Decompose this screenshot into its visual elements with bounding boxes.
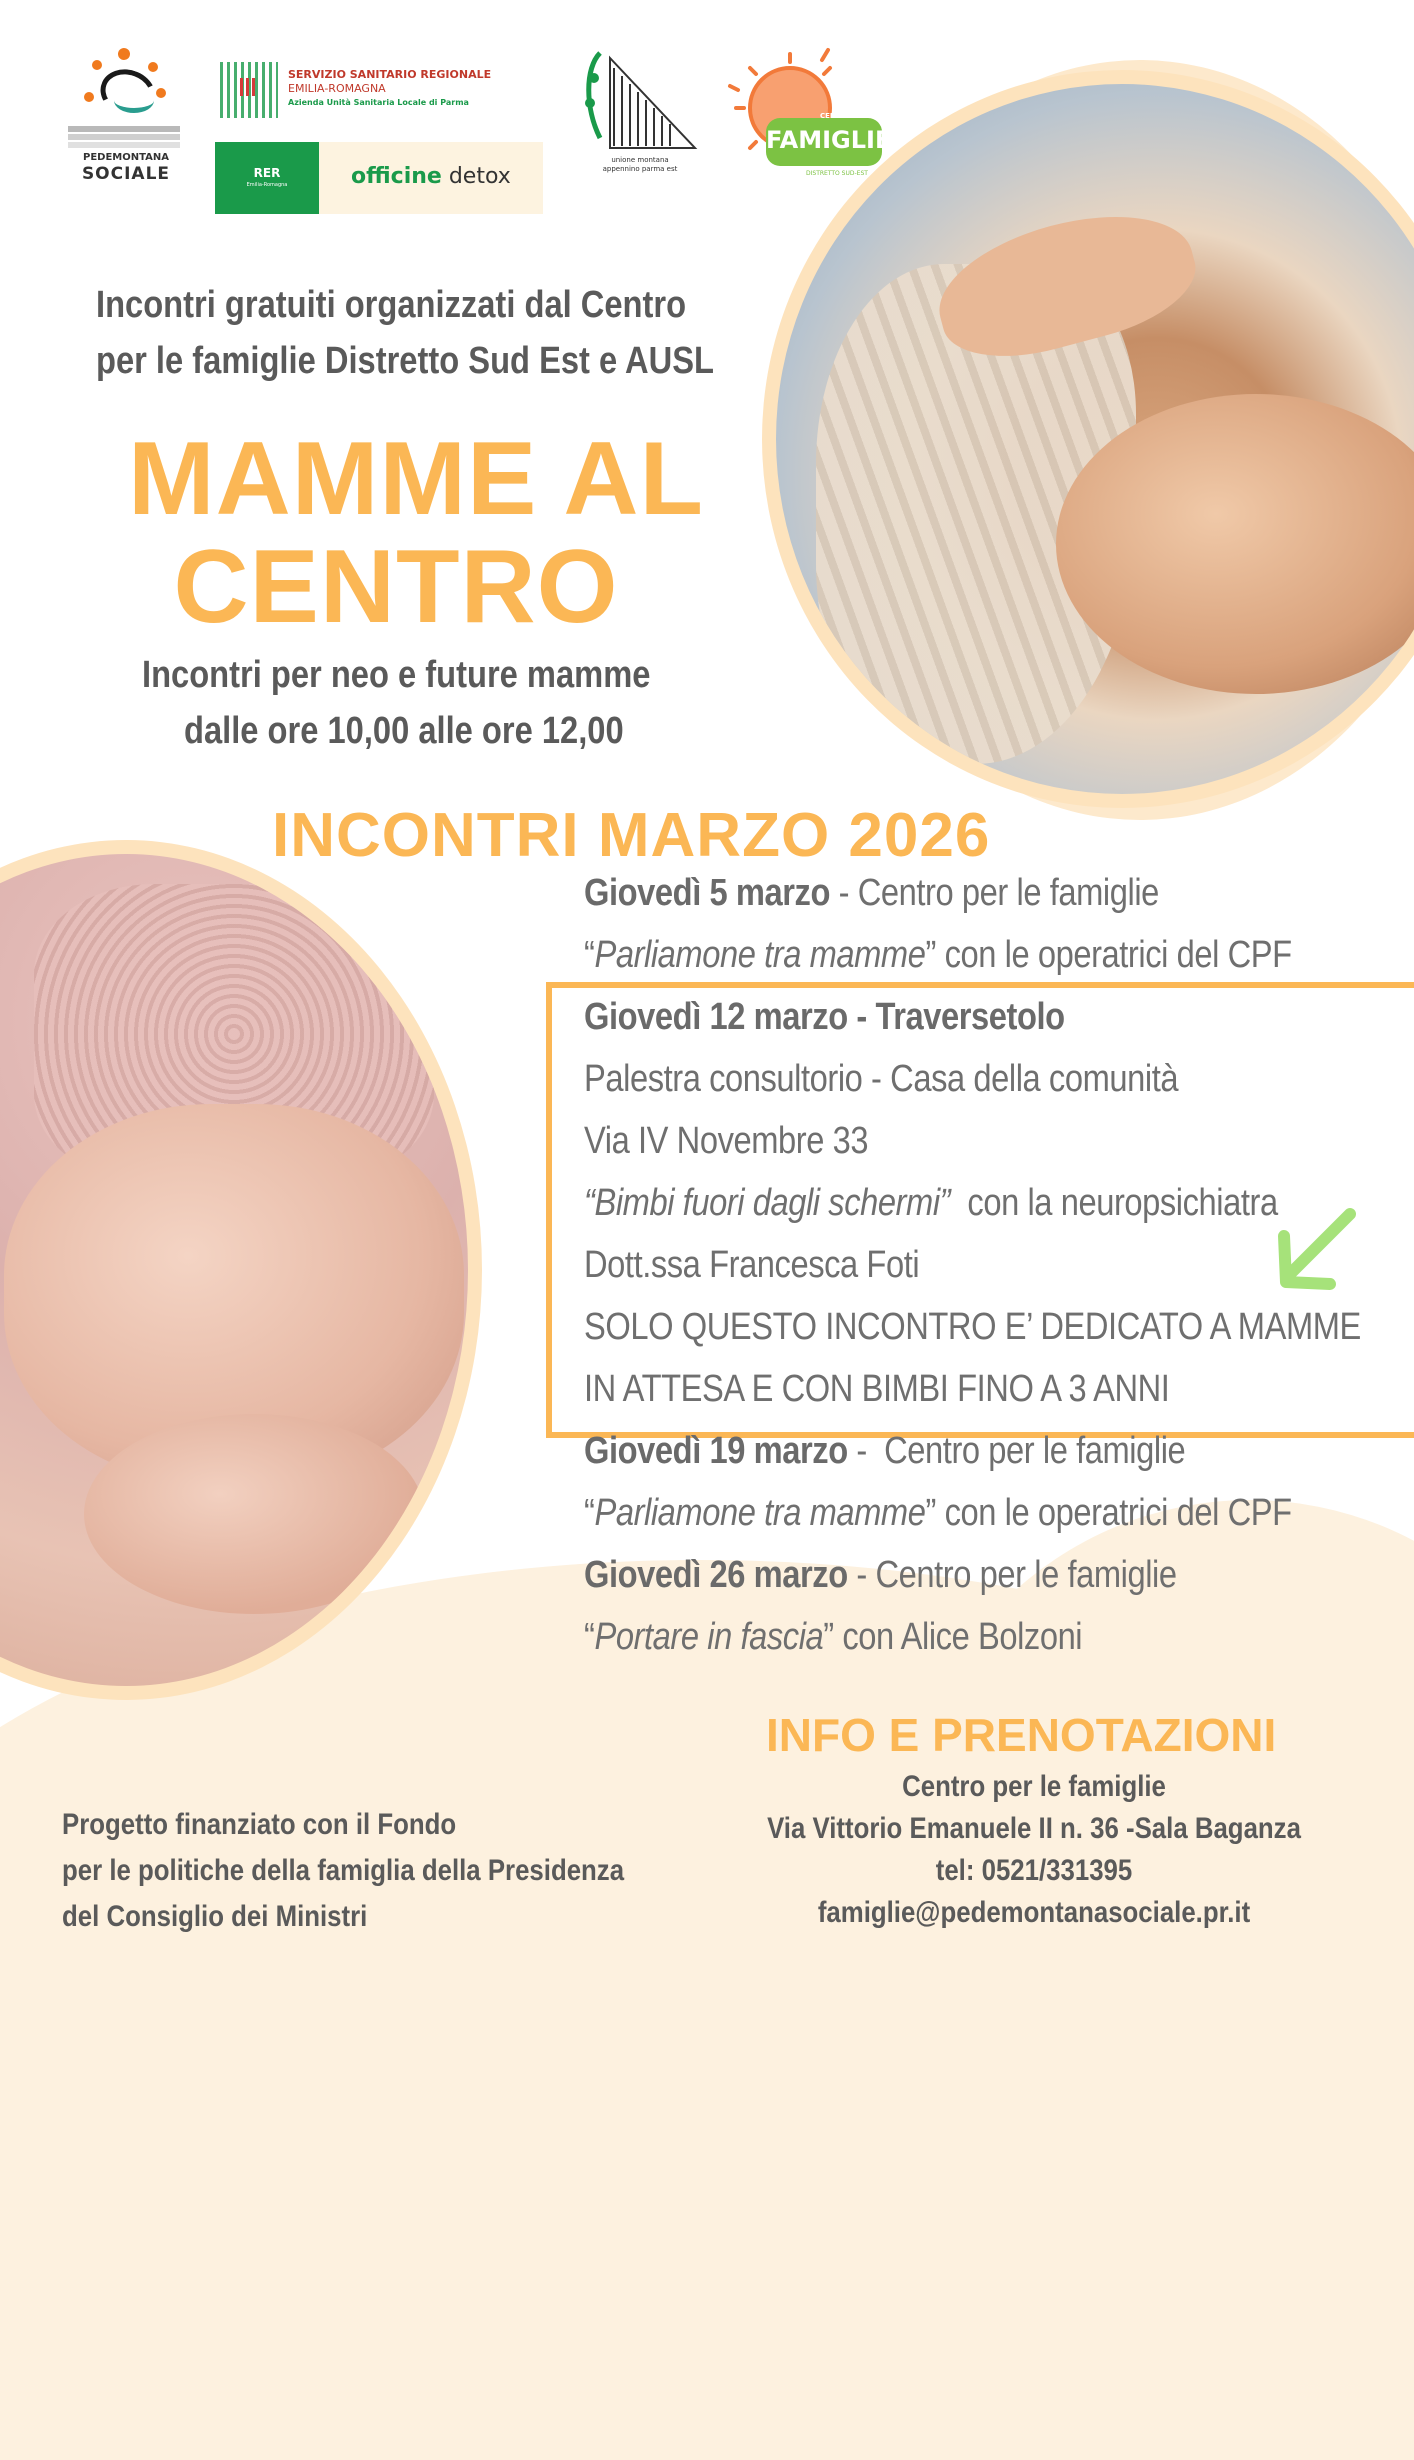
pedemontana-logo	[68, 48, 184, 188]
funding-line3: del Consiglio dei Ministri	[62, 1900, 368, 1933]
event3-quote-close: ”	[925, 1492, 936, 1534]
info-address: Via Vittorio Emanuele II n. 36 -Sala Baganza	[767, 1812, 1301, 1845]
event2-date: Giovedì 12 marzo	[584, 996, 848, 1038]
funding-line2: per le politiche della famiglia della Presidenza	[62, 1854, 625, 1887]
event3-place: - Centro per le famiglie	[847, 1430, 1186, 1472]
funding-line1: Progetto finanziato con il Fondo	[62, 1808, 457, 1841]
ssr-line3: Azienda Unità Sanitaria Locale di Parma	[288, 98, 469, 107]
title-line2: CENTRO	[173, 529, 619, 645]
event1-with: con le operatrici del CPF	[935, 934, 1292, 976]
mountain-tree-icon	[580, 48, 700, 158]
rer-line1: RER	[253, 166, 281, 180]
officine-part1: officine	[351, 164, 442, 189]
event2-place: - Traversetolo	[847, 996, 1065, 1038]
event2-line7: IN ATTESA E CON BIMBI FINO A 3 ANNI	[584, 1368, 1170, 1410]
info-name: Centro per le famiglie	[902, 1770, 1166, 1803]
event4-date: Giovedì 26 marzo	[584, 1554, 848, 1596]
rer-logo	[215, 142, 319, 214]
title-line1: MAMME AL	[127, 421, 705, 537]
event4-line1	[584, 1554, 1177, 1597]
event2-line4	[584, 1182, 1278, 1225]
intro-line1: Incontri gratuiti organizzati dal Centro	[96, 284, 687, 326]
officine-part2: detox	[448, 164, 511, 189]
pedemontana-emblem-icon	[82, 48, 168, 120]
event1-topic: Parliamone tra mamme	[594, 934, 926, 976]
event2-line6: SOLO QUESTO INCONTRO E’ DEDICATO A MAMME	[584, 1306, 1361, 1348]
arrow-icon	[1272, 1206, 1358, 1296]
event3-with: con le operatrici del CPF	[935, 1492, 1292, 1534]
subtitle-line1: Incontri per neo e future mamme	[142, 654, 651, 696]
event1-quote-open: “	[584, 934, 595, 976]
unione-line1: unione montana	[611, 156, 669, 164]
pedemontana-line1: PEDEMONTANA	[82, 152, 169, 163]
section-title: INCONTRI MARZO 2026	[272, 801, 991, 870]
event2-line3: Via IV Novembre 33	[584, 1120, 869, 1162]
pedemontana-line2: SOCIALE	[81, 164, 171, 184]
info-tel: tel: 0521/331395	[935, 1854, 1133, 1887]
intro-line2: per le famiglie Distretto Sud Est e AUSL	[96, 340, 715, 382]
event2-topic: “Bimbi fuori dagli schermi”	[584, 1182, 951, 1224]
event2-line2: Palestra consultorio - Casa della comunità	[584, 1058, 1179, 1100]
ssr-line1: SERVIZIO SANITARIO REGIONALE	[288, 68, 492, 81]
event4-place: - Centro per le famiglie	[847, 1554, 1177, 1596]
info-title: INFO E PRENOTAZIONI	[766, 1709, 1277, 1761]
officine-detox-logo	[319, 142, 543, 214]
centro-famiglie-line3: DISTRETTO SUD-EST	[806, 170, 868, 177]
event3-topic: Parliamone tra mamme	[594, 1492, 926, 1534]
unione-montana-logo	[580, 48, 700, 178]
event4-with: con Alice Bolzoni	[833, 1616, 1083, 1658]
info-email[interactable]: famiglie@pedemontanasociale.pr.it	[817, 1896, 1251, 1929]
unione-line2: appennino parma est	[602, 165, 678, 173]
event4-topic: Portare in fascia	[594, 1616, 824, 1658]
event1-place: - Centro per le famiglie	[830, 872, 1159, 914]
event2-line1	[584, 996, 1065, 1039]
centro-famiglie-line2: FAMIGLIE	[766, 126, 892, 154]
event1-date: Giovedì 5 marzo	[584, 872, 831, 914]
event4-quote-close: ”	[823, 1616, 834, 1658]
centro-famiglie-line1: CENTRO PER LE	[820, 112, 882, 120]
event2-line5: Dott.ssa Francesca Foti	[584, 1244, 920, 1286]
event4-quote-open: “	[584, 1616, 595, 1658]
event3-line1	[584, 1430, 1185, 1473]
event3-line2	[584, 1492, 1292, 1535]
event3-quote-open: “	[584, 1492, 595, 1534]
ssr-line2: EMILIA-ROMAGNA	[288, 82, 386, 95]
centro-famiglie-logo	[710, 46, 890, 186]
ssr-logo	[220, 60, 490, 120]
event3-date: Giovedì 19 marzo	[584, 1430, 848, 1472]
event1-quote-close: ”	[925, 934, 936, 976]
event4-line2	[584, 1616, 1082, 1659]
event1-line1	[584, 872, 1159, 915]
rer-line2: Emilia-Romagna	[246, 182, 288, 188]
event1-line2	[584, 934, 1292, 977]
baby-hand-photo	[0, 840, 482, 1700]
subtitle-line2: dalle ore 10,00 alle ore 12,00	[184, 710, 624, 752]
event2-with: con la neuropsichiatra	[950, 1182, 1278, 1224]
